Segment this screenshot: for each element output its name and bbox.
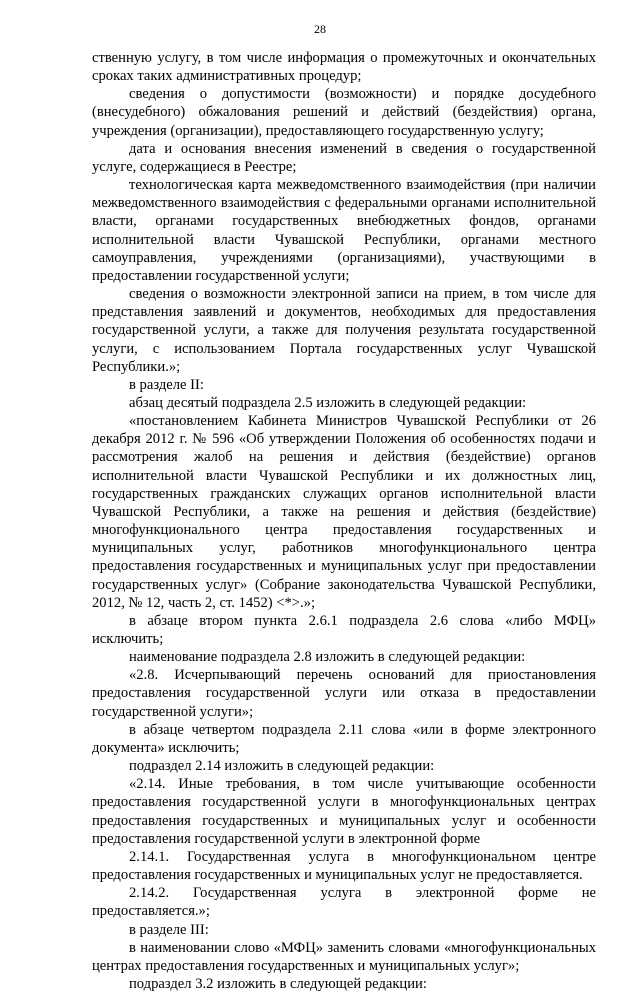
body-paragraph: сведения о допустимости (возможности) и порядке досудебного (внесудебного) обжалования решений и действий (бездействия) органа, учреждения (организации), предоставляющего государственную услугу;	[92, 86, 596, 139]
body-paragraph: «постановлением Кабинета Министров Чувашской Республики от 26 декабря 2012 г. № 596 «Об утверждении Положения об особенностях подачи и рассмотрения жалоб на решения и действия (бездействие) органов исполнительной власти Чувашской Республики и их должностных лиц, государственных гражданских служащих органов исполнительной власти Чувашской Республики, а также на решения и действия (бездействие) многофункционального центра предоставления государственных и муниципальных услуг, работников многофункционального центра предоставления государственных и муниципальных услуг при предоставлении государственных услуг» (Собрание законодательства Чувашской Республики, 2012, № 12, часть 2, ст. 1452) <*>.»;	[92, 413, 596, 611]
page-number: 28	[314, 22, 326, 36]
body-paragraph: наименование подраздела 2.8 изложить в следующей редакции:	[129, 649, 526, 666]
body-paragraph: абзац десятый подраздела 2.5 изложить в следующей редакции:	[129, 394, 527, 411]
body-paragraph: в разделе III:	[129, 921, 209, 938]
body-paragraph: дата и основания внесения изменений в сведения о государственной услуге, содержащиеся в Реестре;	[92, 140, 596, 175]
body-paragraph: 2.14.1. Государственная услуга в многофункциональном центре предоставления государственных и муниципальных услуг не предоставляется.	[92, 848, 596, 884]
body-paragraph: в абзаце четвертом подраздела 2.11 слова «или в форме электронного документа» исключить;	[92, 721, 596, 756]
body-paragraph: сведения о возможности электронной записи на прием, в том числе для представления заявлений и документов, необходимых для предоставления государственной услуги, а также для получения результата государственной услуги, с использованием Портала государственных услуг Чувашской Республики.»;	[92, 286, 596, 375]
body-paragraph: в разделе II:	[129, 376, 204, 393]
body-paragraph: 2.14.2. Государственная услуга в электронной форме не предоставляется.»;	[92, 885, 596, 920]
body-paragraph: в абзаце втором пункта 2.6.1 подраздела 2.6 слова «либо МФЦ» исключить;	[92, 612, 596, 647]
body-paragraph: технологическая карта межведомственного взаимодействия (при наличии межведомственного взаимодействия с федеральными органами исполнительной власти, органами государственных внебюджетных фондов, органами исполнительной власти Чувашской Республики, органами местного самоуправления, учреждениями (организациями), участвующими в предоставлении государственной услуги;	[92, 177, 596, 284]
body-paragraph: в наименовании слово «МФЦ» заменить словами «многофункциональных центрах предоставления государственных и муниципальных услуг»;	[92, 939, 596, 974]
body-paragraph: ственную услугу, в том числе информация о промежуточных и окончательных сроках таких административных процедур;	[92, 50, 596, 85]
body-paragraph: подраздел 3.2 изложить в следующей редакции:	[129, 975, 427, 992]
body-paragraph: подраздел 2.14 изложить в следующей редакции:	[129, 758, 435, 775]
document-body	[92, 49, 596, 993]
body-paragraph: «2.14. Иные требования, в том числе учитывающие особенности предоставления государственной услуги в многофункциональных центрах предоставления государственных и муниципальных услуг и особенности предоставления государственной услуги в электронной форме	[92, 776, 596, 847]
body-paragraph: «2.8. Исчерпывающий перечень оснований для приостановления предоставления государственной услуги или отказа в предоставлении государственной услуги»;	[92, 667, 596, 720]
